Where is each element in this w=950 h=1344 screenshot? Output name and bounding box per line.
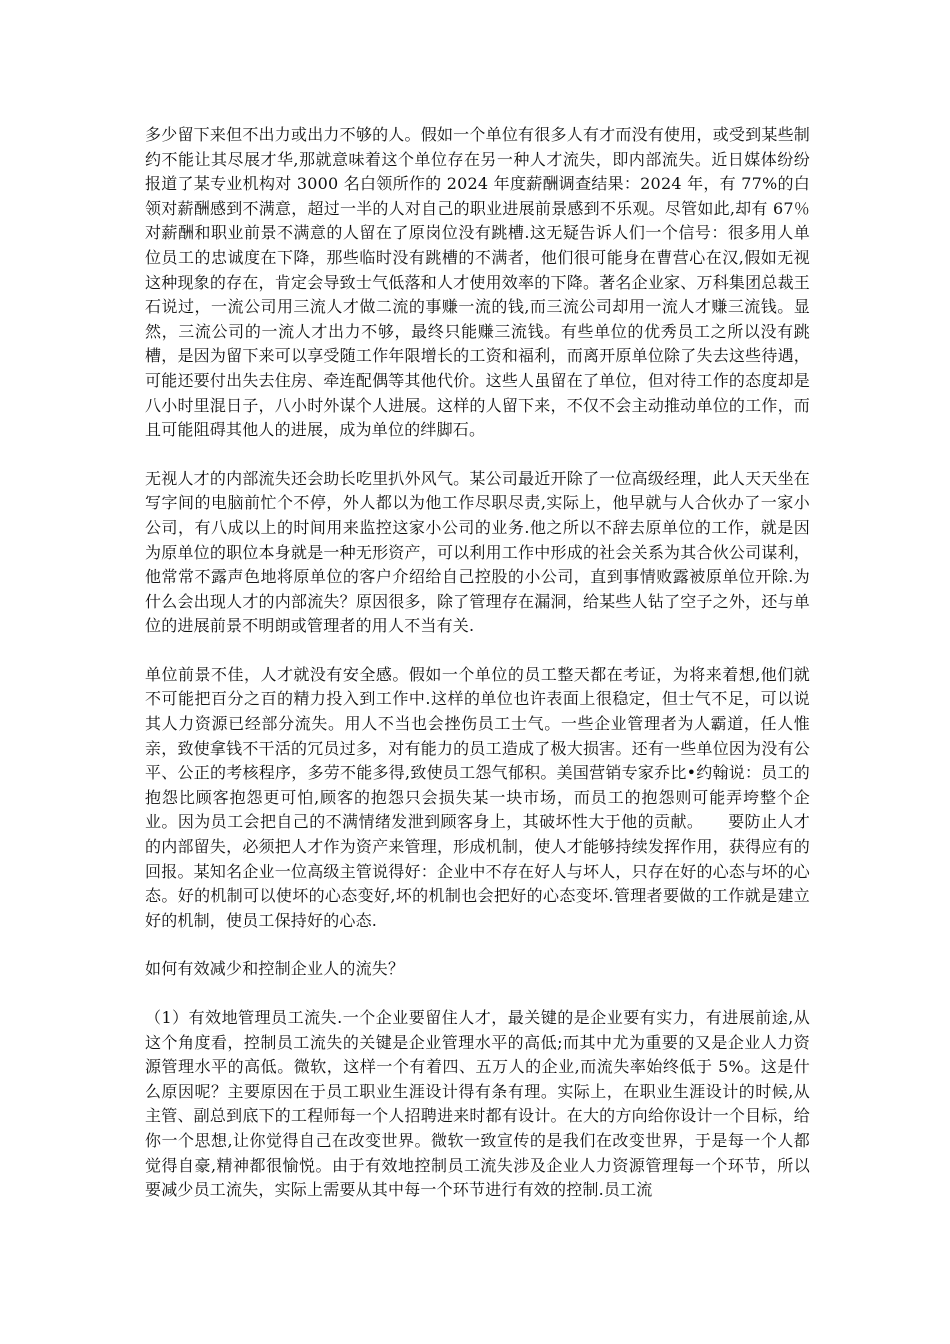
- section-question: 如何有效减少和控制企业人的流失？: [145, 959, 405, 979]
- paragraph-unit-prospects: 单位前景不佳，人才就没有安全感。假如一个单位的员工整天都在考证，为将来着想,他们就不可能把百分之百的精力投入到工作中.这样的单位也许表面上很稳定，但士气不足，可以说其人力资源已经部分流失。用人不当也会挫伤员工士气。一些企业管理者为人霸道，任人惟亲，致使拿钱不干活的冗员过多，对有能力的员工造成了极大损害。还有一些单位因为没有公平、公正的考核程序，多劳不能多得,致使员工怨气郁积。美国营销专家乔比•约翰说：员工的抱怨比顾客抱怨更可怕,顾客的抱怨只会损失某一块市场，而员工的抱怨则可能弄垮整个企业。因为员工会把自己的不满情绪发泄到顾客身上，其破坏性大于他的贡献。 要防止人才的内部留失，必须把人才作为资产来管理，形成机制，使人才能够持续发挥作用，获得应有的回报。某知名企业一位高级主管说得好：企业中不存在好人与坏人，只存在好的心态与坏的心态。好的机制可以使坏的心态变好,坏的机制也会把好的心态变坏.管理者要做的工作就是建立好的机制，使员工保持好的心态.: [145, 664, 810, 930]
- paragraph-disloyalty: 无视人才的内部流失还会助长吃里扒外风气。某公司最近开除了一位高级经理，此人天天坐在写字间的电脑前忙个不停，外人都以为他工作尽职尽责,实际上，他早就与人合伙办了一家小公司，有八成以上的时间用来监控这家小公司的业务.他之所以不辞去原单位的工作，就是因为原单位的职位本身就是一种无形资产，可以利用工作中形成的社会关系为其合伙公司谋利，他常常不露声色地将原单位的客户介绍给自己控股的小公司，直到事情败露被原单位开除.为什么会出现人才的内部流失？原因很多，除了管理存在漏洞，给某些人钻了空子之外，还与单位的进展前景不明朗或管理者的用人不当有关.: [145, 468, 810, 636]
- document-body: [145, 123, 810, 1203]
- paragraph-manage-turnover: （1）有效地管理员工流失.一个企业要留住人才，最关键的是企业要有实力，有进展前途,从这个角度看，控制员工流失的关键是企业管理水平的高低;而其中尤为重要的又是企业人力资源管理水平的高低。微软，这样一个有着四、五万人的企业,而流失率始终低于 5%。这是什么原因呢？主要原因在于员工职业生涯设计得有条有理。实际上，在职业生涯设计的时候,从主管、副总到底下的工程师每一个人招聘进来时都有设计。在大的方向给你设计一个目标，给你一个思想,让你觉得自己在改变世界。微软一致宣传的是我们在改变世界，于是每一个人都觉得自豪,精神都很愉悦。由于有效地控制员工流失涉及企业人力资源管理每一个环节，所以要减少员工流失，实际上需要从其中每一个环节进行有效的控制.员工流: [145, 1008, 810, 1200]
- paragraph-internal-talent-loss: 多少留下来但不出力或出力不够的人。假如一个单位有很多人有才而没有使用，或受到某些制约不能让其尽展才华,那就意味着这个单位存在另一种人才流失，即内部流失。近日媒体纷纷报道了某专业机构对 3000 名白领所作的 2024 年度薪酬调查结果：2024 年，有 77%的白领对薪酬感到不满意，超过一半的人对自己的职业进展前景感到不乐观。尽管如此,却有 67％对薪酬和职业前景不满意的人留在了原岗位没有跳槽.这无疑告诉人们一个信号：很多用人单位员工的忠诚度在下降，那些临时没有跳槽的不满者，他们很可能身在曹营心在汉,假如无视这种现象的存在，肯定会导致士气低落和人才使用效率的下降。著名企业家、万科集团总裁王石说过，一流公司用三流人才做二流的事赚一流的钱,而三流公司却用一流人才赚三流钱。显然，三流公司的一流人才出力不够，最终只能赚三流钱。有些单位的优秀员工之所以没有跳槽，是因为留下来可以享受随工作年限增长的工资和福利，而离开原单位除了失去这些待遇，可能还要付出失去住房、牵连配偶等其他代价。这些人虽留在了单位，但对待工作的态度却是八小时里混日子，八小时外谋个人进展。这样的人留下来，不仅不会主动推动单位的工作，而且可能阻碍其他人的进展，成为单位的绊脚石。: [145, 125, 810, 440]
